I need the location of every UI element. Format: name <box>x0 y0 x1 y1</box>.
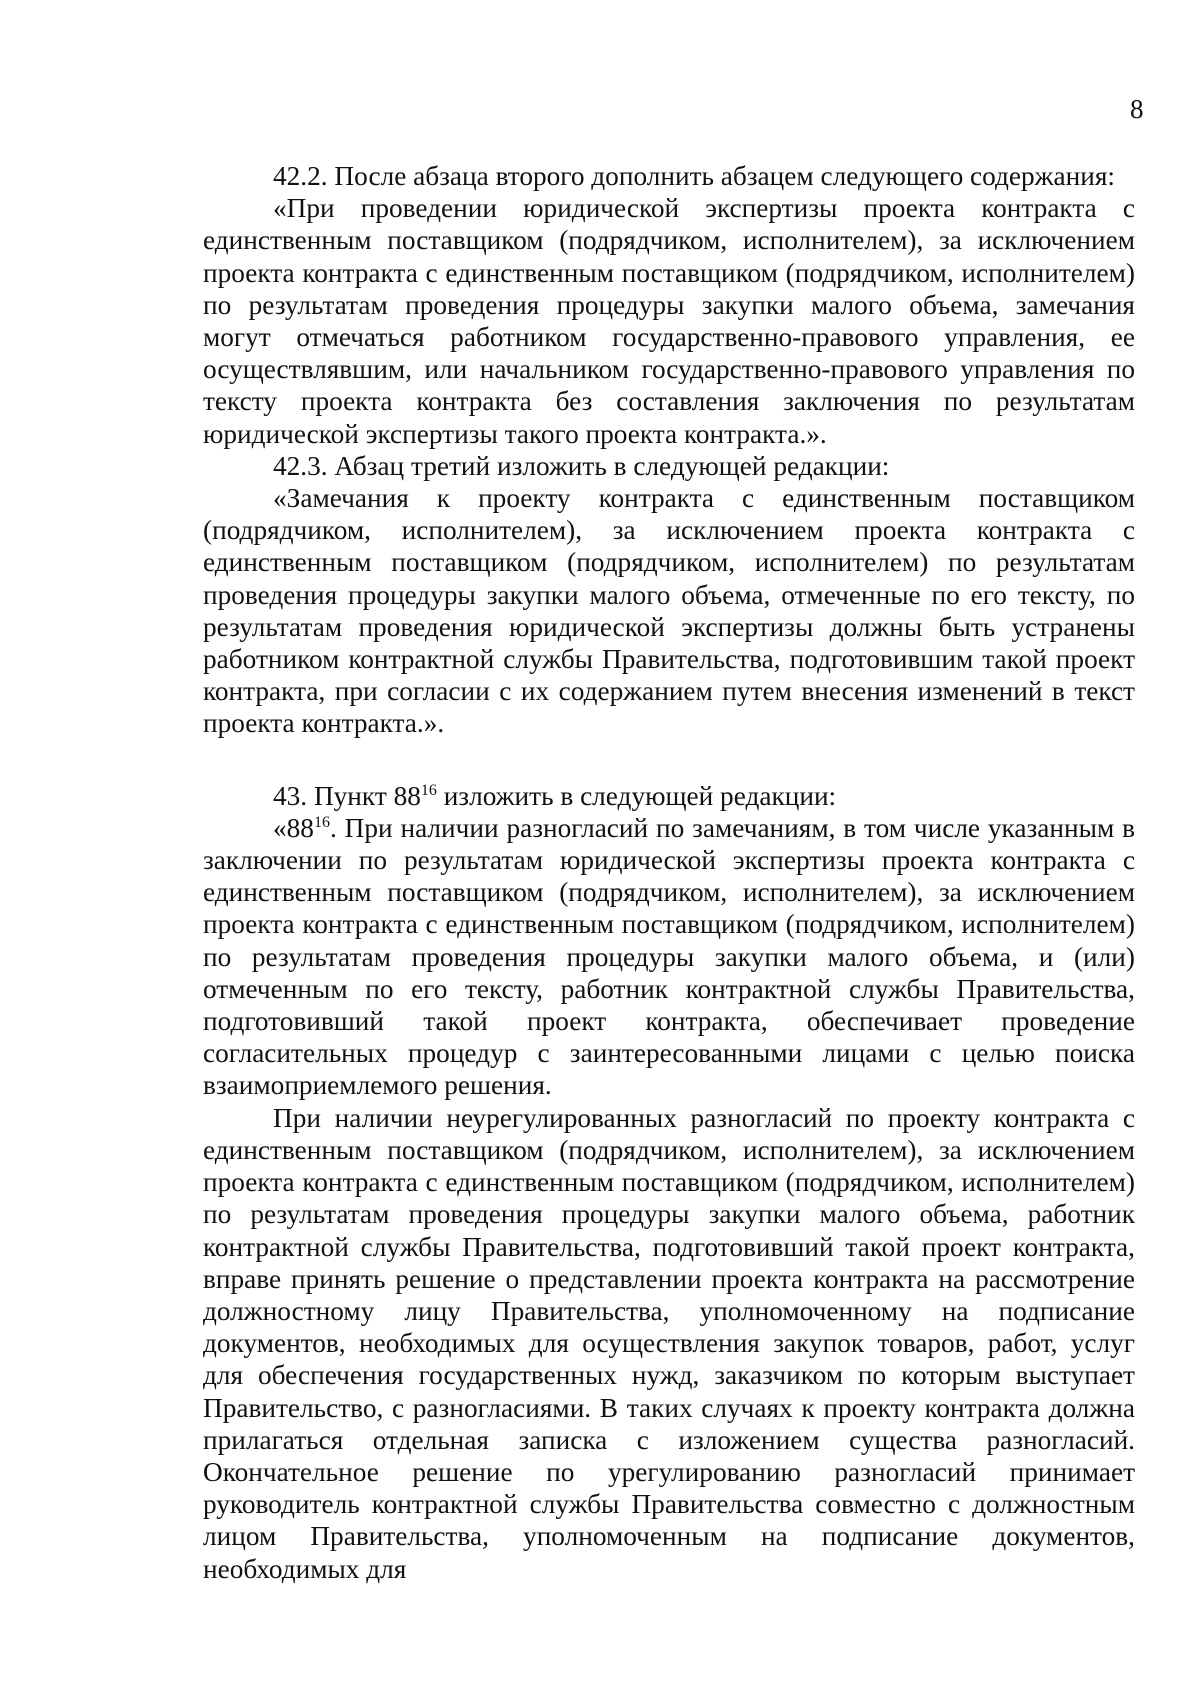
paragraph-42-2: 42.2. После абзаца второго дополнить абзацем следующего содержания: <box>273 161 1116 191</box>
paragraph-88-16-text: . При наличии разногласий по замечаниям, в том числе указанным в заключении по результатам юридической экспертизы проекта контракта с единственным поставщиком (подрядчиком, исполнителем), за исключением проекта контракта с единственным поставщиком (подрядчиком, исполнителем) по результатам проведения процедуры закупки малого объема, и (или) отмеченным по его тексту, работник контрактной службы Правительства, подготовивший такой проект контракта, обеспечивает проведение согласительных процедур с заинтересованными лицами с целью поиска взаимоприемлемого решения. <box>203 812 1135 1101</box>
paragraph-disagreements: При наличии неурегулированных разногласий по проекту контракта с единственным поставщиком (подрядчиком, исполнителем), за исключением проекта контракта с единственным поставщиком (подрядчиком, исполнителем) по результатам проведения процедуры закупки малого объема, работник контрактной службы Правительства, подготовивший такой проект контракта, вправе принять решение о представлении проекта контракта на рассмотрение должностному лицу Правительства, уполномоченному на подписание документов, необходимых для осуществления закупок товаров, работ, услуг для обеспечения государственных нужд, заказчиком по которым выступает Правительство, с разногласиями. В таких случаях к проекту контракта должна прилагаться отдельная записка с изложением существа разногласий. Окончательное решение по урегулированию разногласий принимает руководитель контрактной службы Правительства совместно с должностным лицом Правительства, уполномоченным на подписание документов, необходимых для <box>203 1102 1135 1584</box>
paragraph-43 <box>203 780 1135 812</box>
paragraph-42-3: 42.3. Абзац третий изложить в следующей редакции: <box>273 450 890 481</box>
paragraph-42-3-quote: «Замечания к проекту контракта с единственным поставщиком (подрядчиком, исполнителем), за исключением проекта контракта с единственным поставщиком (подрядчиком, исполнителем) по результатам проведения процедуры закупки малого объема, отмеченные по его тексту, по результатам проведения юридической экспертизы должны быть устранены работником контрактной службы Правительства, подготовившим такой проект контракта, при согласии с их содержанием путем внесения изменений в текст проекта контракта.». <box>203 483 1135 739</box>
paragraph-42-2-quote: «При проведении юридической экспертизы проекта контракта с единственным поставщиком (подрядчиком, исполнителем), за исключением проекта контракта с единственным поставщиком (подрядчиком, исполнителем) по результатам проведения процедуры закупки малого объема, замечания могут отмечаться работником государственно-правового управления, ее осуществлявшим, или начальником государственно-правового управления по тексту проекта контракта без составления заключения по результатам юридической экспертизы такого проекта контракта.». <box>203 193 1135 449</box>
paragraph-43-text: 43. Пункт 88 <box>273 780 421 811</box>
paragraph-88-16-start: «88 <box>273 812 314 843</box>
paragraph-88-16 <box>203 812 1135 1102</box>
page-number: 8 <box>1130 94 1144 124</box>
paragraph-gap <box>203 740 1135 780</box>
paragraph-43-text-end: изложить в следующей редакции: <box>436 780 837 811</box>
document-body <box>203 160 1135 1585</box>
superscript: 16 <box>313 813 330 831</box>
superscript: 16 <box>420 781 437 799</box>
